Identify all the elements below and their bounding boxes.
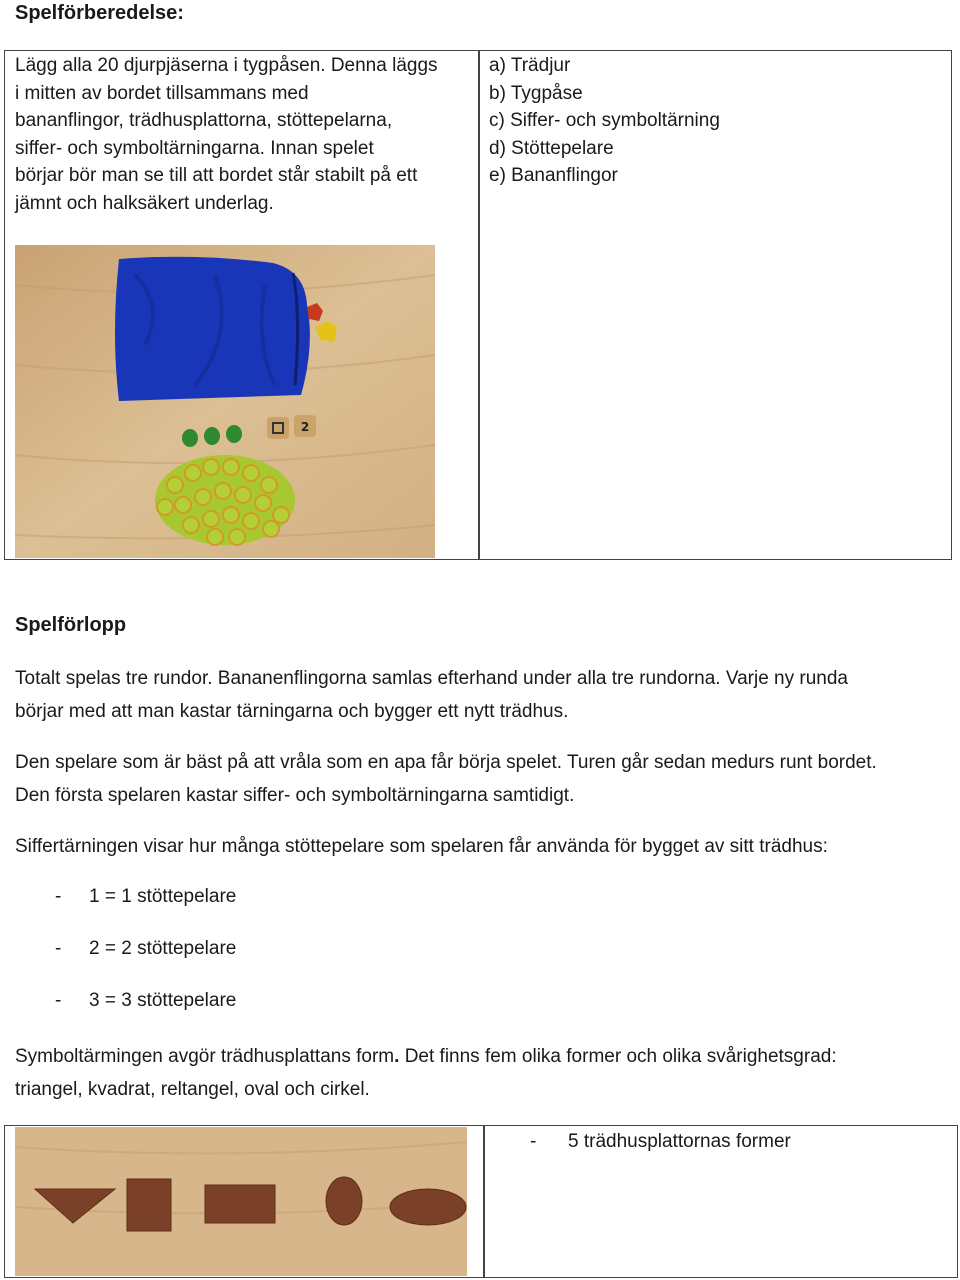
tile-shapes-photo [15,1127,467,1276]
paragraph-line: Den första spelaren kastar siffer- och symboltärningarna samtidigt. [15,785,575,806]
square-tile [127,1179,171,1231]
setup-table-divider [478,50,480,560]
component-item: e) Bananflingor [489,165,618,186]
oval-tile [326,1177,362,1225]
prep-line: Lägg alla 20 djurpjäserna i tygpåsen. Denna läggs [15,55,438,76]
prep-line: i mitten av bordet tillsammans med [15,82,309,104]
component-item: d) Stöttepelare [489,137,614,159]
paragraph-number-die: Siffertärningen visar hur många stöttepelare som spelaren får använda för bygget av sitt trädhus: [15,836,828,857]
svg-text:2: 2 [300,420,310,434]
prep-line: jämnt och halksäkert underlag. [15,192,274,214]
prep-line: börjar bör man se till att bordet står stabilt på ett [15,165,418,186]
paragraph-start [15,746,950,812]
paragraph-line: triangel, kvadrat, reltangel, oval och cirkel. [15,1079,370,1100]
list-item: - 2 = 2 stöttepelare [55,938,237,959]
shapes-caption: - 5 trädhusplattornas former [530,1131,791,1152]
paragraph-line: börjar med att man kastar tärningarna och bygger ett nytt trädhus. [15,701,569,722]
paragraph-line: Den spelare som är bäst på att vråla som en apa får börja spelet. Turen går sedan medurs runt bordet. [15,752,877,773]
paragraph-line: Totalt spelas tre rundor. Bananenflingorna samlas efterhand under alla tre rundorna. Varje ny runda [15,668,848,689]
paragraph-symbol-die: Symboltärmingen avgör trädhusplattans form. Det finns fem olika former och olika svårighetsgrad: triangel, kvadrat, reltangel, oval och cirkel. [15,1040,950,1106]
component-item: a) Trädjur [489,55,571,76]
section-heading-prep: Spelförberedelse: [15,2,184,24]
component-item: c) Siffer- och symboltärning [489,110,720,131]
components-list [489,52,944,190]
rectangle-tile [205,1185,275,1223]
cloth-bag-image [115,257,310,401]
prep-line: bananflingor, trädhusplattorna, stöttepelarna, [15,110,393,131]
paragraph-rounds [15,662,950,728]
section-heading-flow: Spelförlopp [15,614,127,636]
list-item: - 1 = 1 stöttepelare [55,886,237,907]
circle-tile [390,1189,466,1225]
list-item: - 3 = 3 stöttepelare [55,990,237,1011]
prep-line: siffer- och symboltärningarna. Innan spelet [15,137,374,159]
banana-chips-image [155,455,295,545]
prep-text [15,52,475,217]
components-photo [15,245,435,558]
shapes-table-divider [483,1125,485,1278]
component-item: b) Tygpåse [489,82,583,104]
